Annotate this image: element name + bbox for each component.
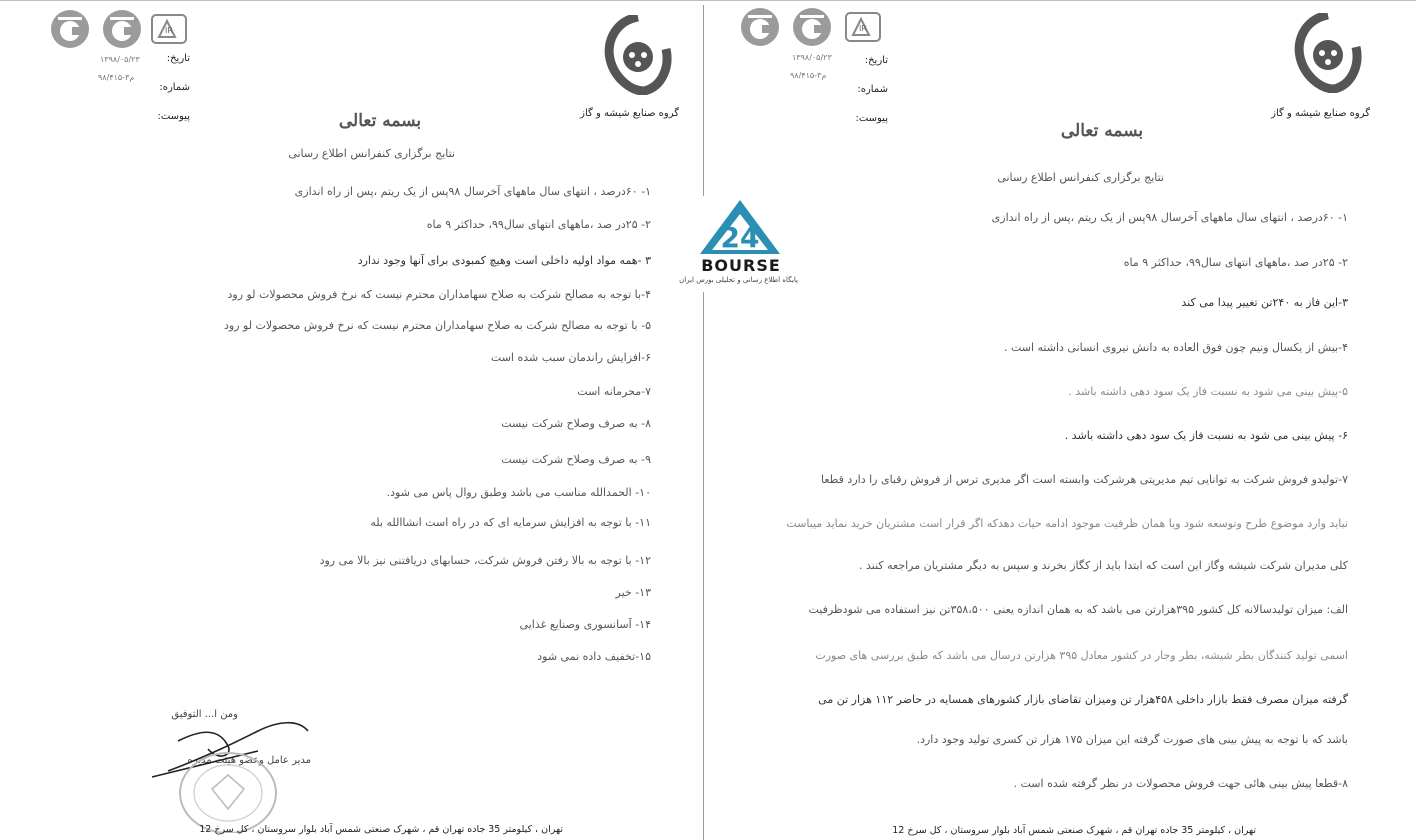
glass-gas-group-logo-icon bbox=[604, 15, 672, 95]
answer-item: ۷-محرمانه است bbox=[577, 385, 651, 398]
letter-title: بسمه تعالی bbox=[338, 111, 422, 131]
answer-item: اسمی تولید کنندگان بطر شیشه، بطر وجار در کشور معادل ۳۹۵ هزارتن درسال می باشد که طبق بررسی های صورت bbox=[815, 649, 1348, 662]
answer-item: ۲- ۲۵در صد ،ماههای انتهای سال۹۹، حداکثر ۹ ماه bbox=[1123, 256, 1348, 269]
date-label: تاریخ: bbox=[864, 55, 888, 66]
glass-gas-group-logo-icon bbox=[1294, 13, 1362, 93]
attachment-label: پیوست: bbox=[855, 113, 888, 124]
answer-item: ۱۱- با توجه به افزایش سرمایه ای که در راه است انشاالله بله bbox=[370, 516, 651, 529]
svg-text:24: 24 bbox=[720, 221, 760, 254]
tuv-nord-cert-icon bbox=[792, 7, 832, 47]
answer-item: ۱- ۶۰درصد ، انتهای سال ماههای آخرسال ۹۸پس از یک ریتم ،پس از راه اندازی bbox=[294, 185, 651, 198]
iso-standard-mark-icon bbox=[844, 11, 882, 43]
answer-item: ۵-پیش بینی می شود به نسبت فاز یک سود دهی داشته باشد . bbox=[1068, 385, 1348, 398]
number-label: شماره: bbox=[857, 84, 888, 95]
attachment-label: پیوست: bbox=[157, 111, 190, 122]
answer-item: ۳-این فاز به ۲۴۰تن تغییر پیدا می کند bbox=[1181, 296, 1348, 309]
answer-item: ۲- ۲۵در صد ،ماههای انتهای سال۹۹، حداکثر ۹ ماه bbox=[426, 218, 651, 231]
answer-item: باشد که با توجه به پیش بینی های صورت گرفته این میزان ۱۷۵ هزار تن کسری تولید وجود دارد. bbox=[916, 733, 1348, 746]
bourse24-logo-icon bbox=[698, 198, 782, 256]
date-value: ۱۳۹۸/۰۵/۲۳ bbox=[100, 55, 140, 64]
letter-page-right bbox=[704, 5, 1416, 840]
letter-footer-address: تهران ، کیلومتر 35 جاده تهران قم ، شهرک صنعتی شمس آباد بلوار سروستان ، کل سرخ 12 bbox=[199, 824, 563, 835]
number-value: ۹۸/۴۱۵-۳م bbox=[98, 73, 135, 82]
answer-item: ۱۴- آسانسوری وصنایع غذایی bbox=[519, 618, 651, 631]
answer-item: نباید وارد موضوع طرح وتوسعه شود ویا همان ظرفیت موجود ادامه حیات دهدکه اگر قرار است مشتریان خرید نماید میباست bbox=[786, 517, 1348, 530]
answer-item: ۸-قطعا پیش بینی هائی جهت فروش محصولات در نظر گرفته شده است . bbox=[1013, 777, 1348, 790]
answer-item: گرفته میزان مصرف فقط بازار داخلی ۴۵۸هزار تن ومیزان تقاضای بازار کشورهای همسایه در حاضر ۱۱۲ هزار تن می bbox=[818, 693, 1348, 706]
answer-item: ۱۵-تخفیف داده نمی شود bbox=[537, 650, 651, 663]
closing-phrase: ومن ا... التوفیق bbox=[171, 709, 238, 720]
company-name: گروه صنایع شیشه و گاز bbox=[1271, 108, 1370, 119]
letter-subtitle: نتایج برگزاری کنفرانس اطلاع رسانی bbox=[288, 147, 455, 160]
svg-text:IR: IR bbox=[165, 26, 173, 35]
answer-item: الف: میزان تولیدسالانه کل کشور ۳۹۵هزارتن می باشد که به همان اندازه یعنی ۳۵۸،۵۰۰تن نیز استفاده می شودظرفیت bbox=[808, 603, 1348, 616]
answer-item: ۴-بیش از یکسال ونیم چون فوق العاده به دانش نیروی انسانی داشته است . bbox=[1003, 341, 1348, 354]
company-stamp-icon bbox=[172, 745, 284, 833]
date-label: تاریخ: bbox=[166, 53, 190, 64]
svg-text:IR: IR bbox=[859, 24, 867, 33]
number-label: شماره: bbox=[159, 82, 190, 93]
answer-item: ۱- ۶۰درصد ، انتهای سال ماههای آخرسال ۹۸پس از یک ریتم ،پس از راه اندازی bbox=[991, 211, 1348, 224]
letter-title: بسمه تعالی bbox=[1060, 121, 1144, 141]
answer-item: ۱۳- خیر bbox=[615, 586, 651, 599]
answer-item: ۹- به صرف وصلاح شرکت نیست bbox=[501, 453, 651, 466]
answer-item: ۱۲- با توجه به بالا رفتن فروش شرکت، حسابهای دریافتنی نیز بالا می رود bbox=[319, 554, 651, 567]
tuv-nord-cert-icon bbox=[50, 9, 90, 49]
number-value: ۹۸/۴۱۵-۳م bbox=[790, 71, 827, 80]
bourse24-watermark bbox=[679, 196, 798, 292]
letter-footer-address: تهران ، کیلومتر 35 جاده تهران قم ، شهرک صنعتی شمس آباد بلوار سروستان ، کل سرخ 12 bbox=[892, 825, 1256, 836]
answer-item: ۳ -همه مواد اولیه داخلی است وهیچ کمبودی برای آنها وجود ندارد bbox=[357, 254, 651, 267]
company-name: گروه صنایع شیشه و گاز bbox=[580, 108, 679, 119]
answer-item: ۷-تولیدو فروش شرکت به توانایی تیم مدیریتی هرشرکت وابسته است اگر مدیری ترس از فروش رقبای را دارد قطعا bbox=[821, 473, 1348, 486]
answer-item: ۱۰- الحمدالله مناسب می باشد وطبق روال پاس می شود. bbox=[386, 486, 651, 499]
letter-page-left bbox=[0, 5, 703, 840]
tuv-nord-cert-icon bbox=[102, 9, 142, 49]
answer-item: ۶- پیش بینی می شود به نسبت فاز یک سود دهی داشته باشد . bbox=[1064, 429, 1348, 442]
answer-item: ۴-با توجه به مصالح شرکت به صلاح سهامداران محترم نیست که نرخ فروش محصولات لو رود bbox=[227, 288, 651, 301]
answer-item: ۶-افزایش راندمان سبب شده است bbox=[490, 351, 651, 364]
watermark-brand: BOURSE bbox=[701, 256, 781, 275]
letter-subtitle: نتایج برگزاری کنفرانس اطلاع رسانی bbox=[997, 171, 1164, 184]
tuv-nord-cert-icon bbox=[740, 7, 780, 47]
watermark-tagline: پایگاه اطلاع رسانی و تحلیلی بورس ایران bbox=[679, 276, 798, 284]
signatory-title: مدیر عامل وعضو هیئت مدیره bbox=[187, 755, 311, 766]
iso-standard-mark-icon bbox=[150, 13, 188, 45]
date-value: ۱۳۹۸/۰۵/۲۳ bbox=[792, 53, 832, 62]
answer-item: ۵- با توجه به مصالح شرکت به صلاح سهامداران محترم نیست که نرخ فروش محصولات لو رود bbox=[224, 319, 651, 332]
answer-item: ۸- به صرف وصلاح شرکت نیست bbox=[501, 417, 651, 430]
answer-item: کلی مدیران شرکت شیشه وگاز این است که ابتدا باید از کگاز بخرند و سپس به دیگر مشتریان مراجعه کنند . bbox=[858, 559, 1348, 572]
